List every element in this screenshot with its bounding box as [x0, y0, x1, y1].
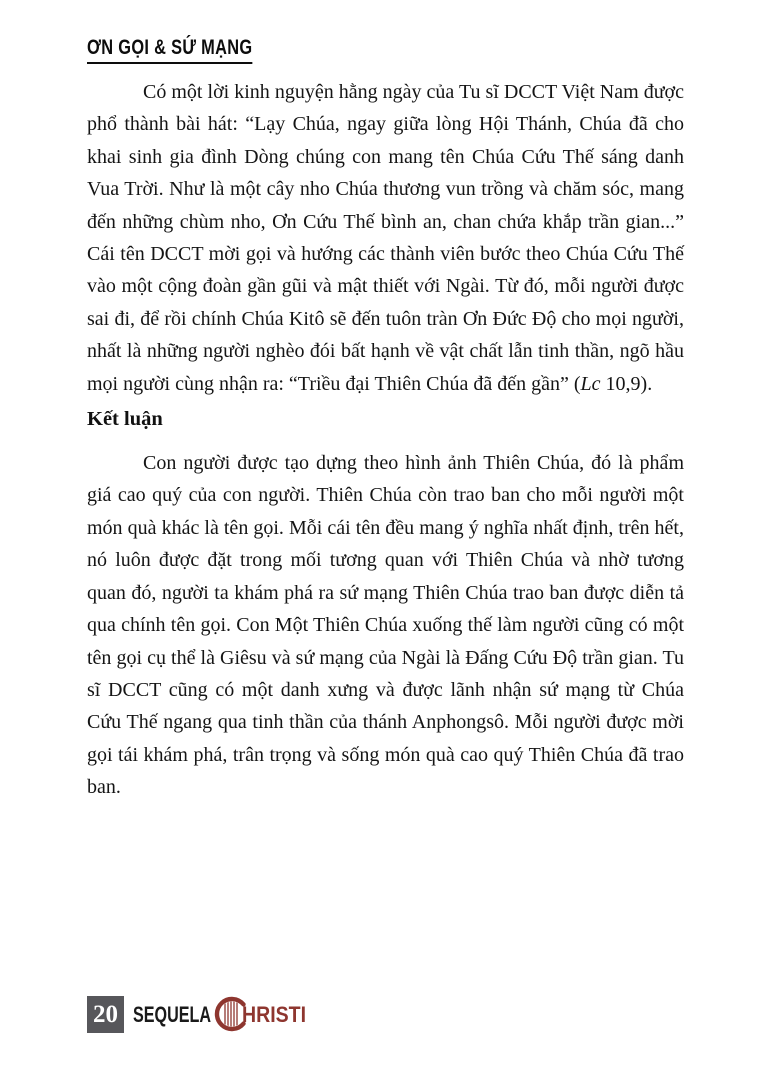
running-header-title: ƠN GỌI & SỨ MẠNG: [87, 36, 252, 64]
paragraph-opening-prayer: [87, 76, 684, 400]
paragraph-text: Có một lời kinh nguyện hằng ngày của Tu sĩ DCCT Việt Nam được phổ thành bài hát: “Lạy Chúa, ngay giữa lòng Hội Thánh, Chúa đã cho khai sinh gia đình Dòng chúng con mang tên Chúa Cứu Thế sáng danh Vua Trời. Như là một cây nho Chúa thương vun trồng và chăm sóc, mang đến những chùm nho, Ơn Cứu Thế bình an, chan chứa khắp trần gian...” Cái tên DCCT mời gọi và hướng các thành viên bước theo Chúa Cứu Thế vào một cộng đoàn gần gũi và mật thiết với Ngài. Từ đó, mỗi người được sai đi, để rồi chính Chúa Kitô sẽ đến tuôn tràn Ơn Đức Độ cho mọi người, nhất là những người nghèo đói bất hạnh về vật chất lẫn tinh thần, ngõ hầu mọi người cùng nhận ra: “Triều đại Thiên Chúa đã đến gần” (: [87, 81, 684, 395]
logo-word-sequela: SEQUELA: [133, 1002, 212, 1027]
page-body: [87, 76, 684, 804]
logo-word-hristi: HRISTI: [242, 1002, 306, 1027]
sequela-christi-logo: [133, 996, 309, 1033]
scripture-citation-verse: 10,9).: [600, 372, 653, 395]
page-number-badge: 20: [87, 996, 124, 1033]
section-heading-conclusion: Kết luận: [87, 408, 163, 431]
logo-c-icon: [217, 999, 244, 1029]
paragraph-conclusion: Con người được tạo dựng theo hình ảnh Thiên Chúa, đó là phẩm giá cao quý của con người. Thiên Chúa còn trao ban cho mỗi người một món quà khác là tên gọi. Mỗi cái tên đều mang ý nghĩa nhất định, trên hết, nó luôn được đặt trong mối tương quan với Thiên Chúa và nhờ tương quan đó, người ta khám phá ra sứ mạng Thiên Chúa trao ban được diễn tả qua chính tên gọi. Con Một Thiên Chúa xuống thế làm người cũng có một tên gọi cụ thể là Giêsu và sứ mạng của Ngài là Đấng Cứu Độ trần gian. Tu sĩ DCCT cũng có một danh xưng và được lãnh nhận sứ mạng từ Chúa Cứu Thế ngang qua tinh thần của thánh Anphongsô. Mỗi người được mời gọi tái khám phá, trân trọng và sống món quà cao quý Thiên Chúa đã trao ban.: [87, 452, 684, 799]
scripture-citation-abbrev: Lc: [580, 372, 601, 395]
page-footer: [87, 996, 309, 1033]
